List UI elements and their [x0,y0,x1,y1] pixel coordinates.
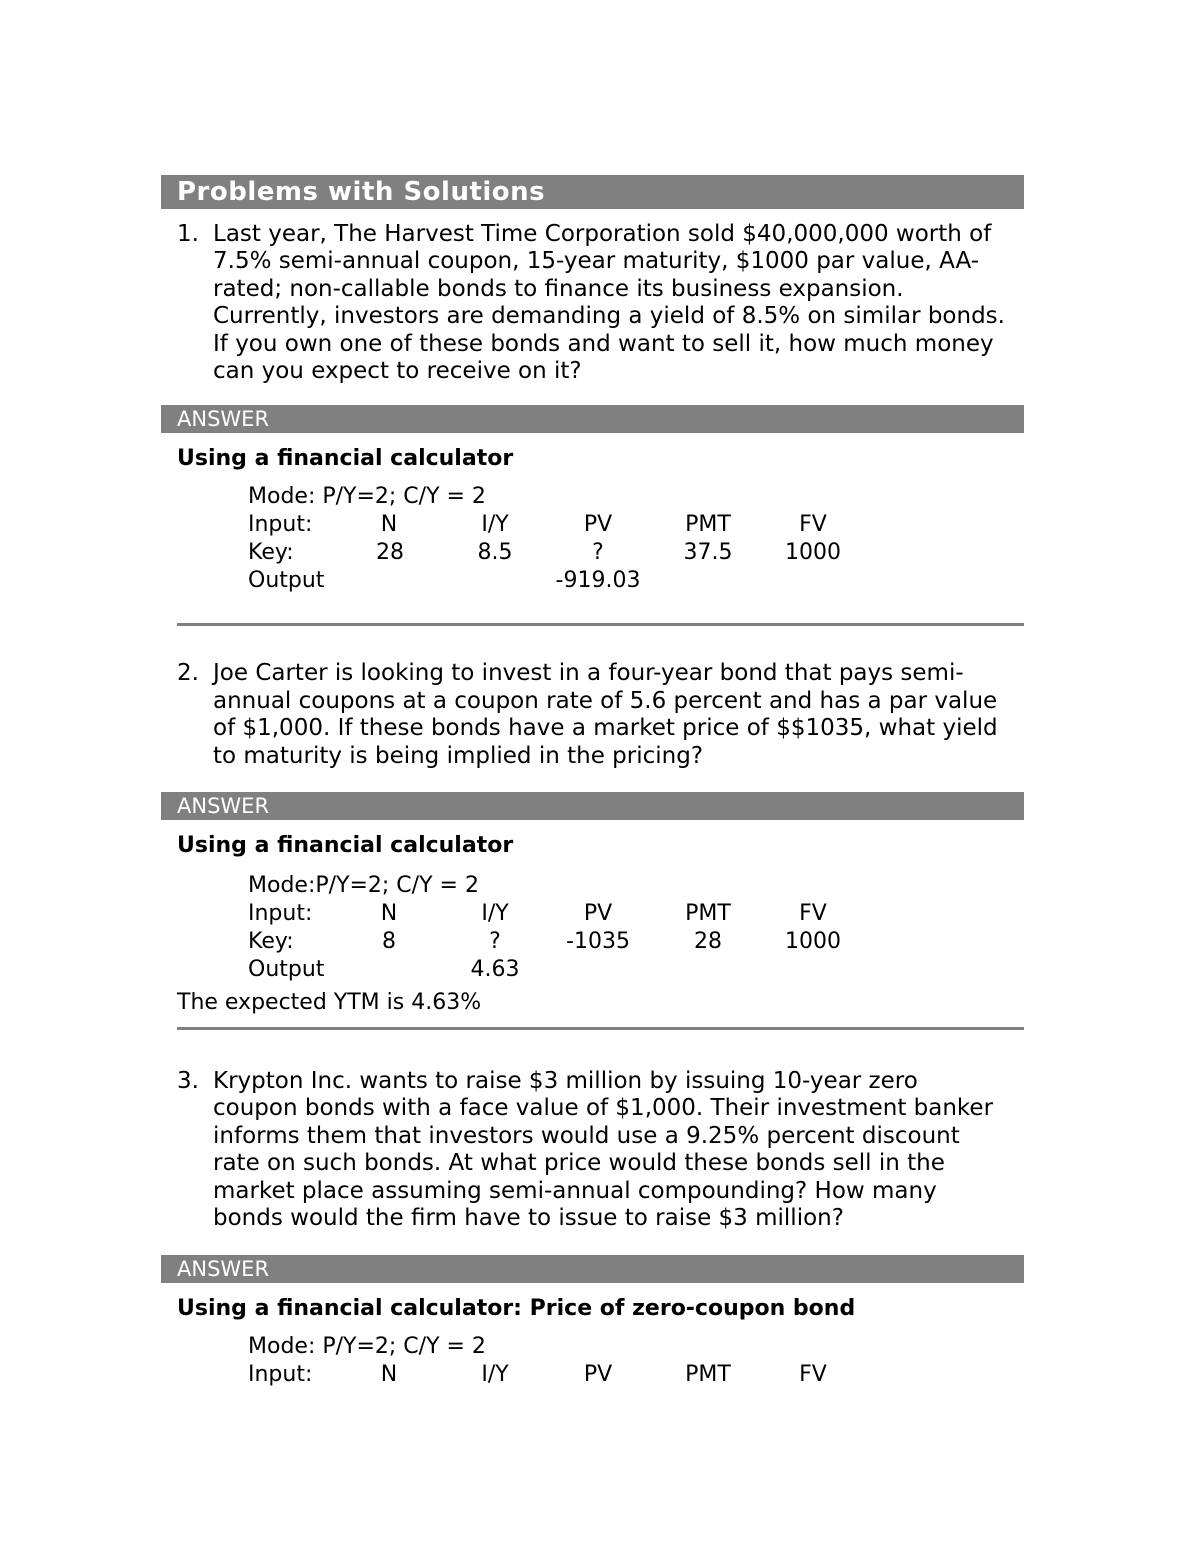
output-row [248,956,1024,984]
calculator-block [248,1333,1024,1389]
output-label: Output [248,957,325,983]
calc-heading: Using a financial calculator [177,833,514,859]
input-pv: PV [583,901,613,927]
answer-note: The expected YTM is 4.63% [177,990,482,1016]
key-iy: ? [489,929,501,955]
problem-number: 1. [177,221,199,247]
input-row [248,511,1024,539]
input-fv: FV [799,512,827,538]
input-n: N [380,901,398,927]
input-pv: PV [583,512,613,538]
key-row [248,928,1024,956]
input-pv: PV [583,1361,613,1387]
divider [177,623,1024,626]
problem-text-line: rated; non-callable bonds to finance its business expansion. [213,275,904,302]
key-n: 28 [376,540,404,566]
problem-text-line: of $1,000. If these bonds have a market price of $$1035, what yield [213,715,998,742]
key-fv: 1000 [785,929,841,955]
answer-bar: ANSWER [161,1255,1024,1283]
key-iy: 8.5 [477,540,513,566]
problem-text-line: If you own one of these bonds and want to sell it, how much money [213,330,994,357]
calculator-block [248,483,1024,595]
key-label: Key: [248,540,294,566]
output-row [248,567,1024,595]
input-row [248,900,1024,928]
input-iy: I/Y [481,1361,509,1387]
calc-heading: Using a financial calculator: Price of zero-coupon bond [177,1295,856,1321]
problem-text-line: bonds would the firm have to issue to raise $3 million? [213,1205,844,1232]
key-row [248,539,1024,567]
problem-text-line: Last year, The Harvest Time Corporation sold $40,000,000 worth of [213,221,992,247]
answer-bar: ANSWER [161,405,1024,433]
input-label: Input: [248,512,313,538]
problem-text-line: annual coupons at a coupon rate of 5.6 percent and has a par value [213,687,998,714]
input-label: Input: [248,901,313,927]
output-iy: 4.63 [470,957,520,983]
mode-row [248,483,1024,511]
problem-number: 3. [177,1068,199,1095]
mode-row [248,1333,1024,1361]
problem-text-line: Currently, investors are demanding a yield of 8.5% on similar bonds. [213,303,1005,330]
problem-number: 2. [177,660,199,687]
mode-text: Mode: P/Y=2; C/Y = 2 [248,1333,486,1359]
problem-text-line: rate on such bonds. At what price would these bonds sell in the [213,1150,945,1177]
document-content [161,175,1024,1389]
problem-text-line: to maturity is being implied in the pricing? [213,742,704,769]
key-fv: 1000 [785,540,841,566]
problem-text-line: coupon bonds with a face value of $1,000. Their investment banker [213,1095,994,1122]
key-n: 8 [382,929,396,955]
key-label: Key: [248,929,294,955]
problem-text-line: Joe Carter is looking to invest in a four-year bond that pays semi- [213,660,964,687]
section-title: Problems with Solutions [161,175,1024,209]
problem-1 [161,221,1024,385]
input-label: Input: [248,1361,313,1387]
input-iy: I/Y [481,512,509,538]
mode-text: Mode: P/Y=2; C/Y = 2 [248,484,486,510]
input-n: N [380,1361,398,1387]
key-pmt: 28 [694,929,722,955]
problem-text-line: can you expect to receive on it? [213,358,582,385]
input-fv: FV [799,1361,827,1387]
output-label: Output [248,568,325,594]
output-pv: -919.03 [555,568,641,594]
divider [177,1027,1024,1030]
problem-text-line: Krypton Inc. wants to raise $3 million by issuing 10-year zero [213,1068,918,1095]
answer-bar: ANSWER [161,792,1024,820]
problem-text-line: market place assuming semi-annual compounding? How many [213,1177,937,1204]
problem-text-line: informs them that investors would use a 9.25% percent discount [213,1122,960,1149]
key-pmt: 37.5 [683,540,733,566]
calc-heading: Using a financial calculator [177,446,514,472]
key-pv: ? [592,540,604,566]
input-row [248,1361,1024,1389]
input-pmt: PMT [685,1361,731,1387]
mode-text: Mode:P/Y=2; C/Y = 2 [248,873,479,899]
input-pmt: PMT [685,901,731,927]
problem-2 [161,660,1024,770]
mode-row [248,872,1024,900]
input-n: N [380,512,398,538]
calculator-block [248,872,1024,984]
input-iy: I/Y [481,901,509,927]
problem-text-line: 7.5% semi-annual coupon, 15-year maturity, $1000 par value, AA- [213,248,980,275]
input-fv: FV [799,901,827,927]
input-pmt: PMT [685,512,731,538]
key-pv: -1035 [566,929,630,955]
problem-3 [161,1068,1024,1232]
